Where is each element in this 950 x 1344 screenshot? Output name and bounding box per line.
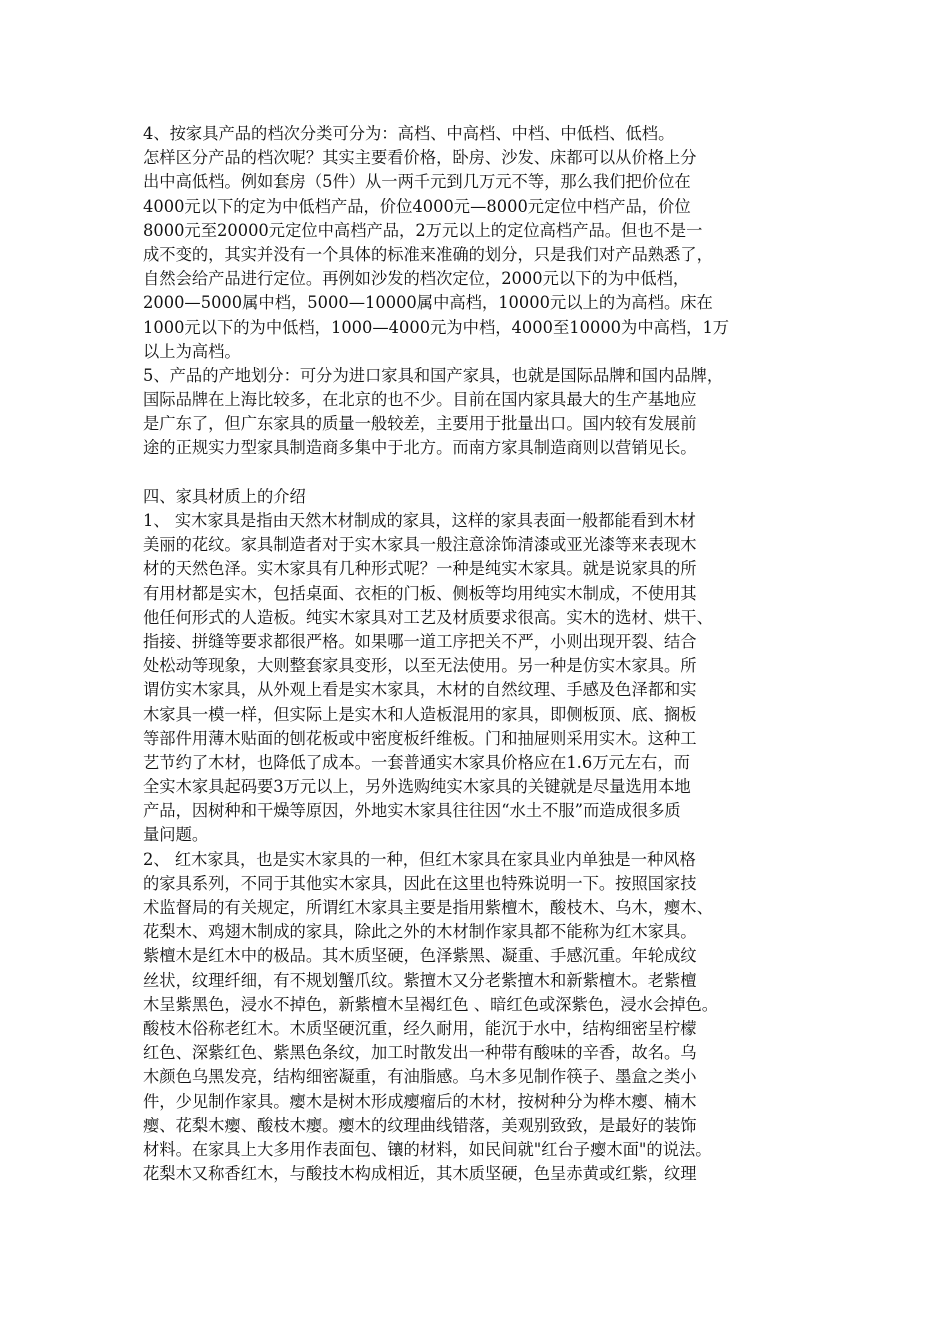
text-line: 紫檀木是红木中的极品。其木质坚硬，色泽紫黑、凝重、手感沉重。年轮成纹 [143,946,697,966]
text-line: 艺节约了木材，也降低了成本。一套普通实木家具价格应在1.6万元左右，而 [143,752,690,772]
text-line: 4000元以下的定为中低档产品，价位4000元—8000元定位中档产品，价位 [143,196,691,216]
text-line: 木颜色乌黑发亮，结构细密凝重，有油脂感。乌木多见制作筷子、墨盒之类小 [143,1067,697,1087]
text-line: 8000元至20000元定位中高档产品，2万元以上的定位高档产品。但也不是一 [143,220,703,240]
text-line: 木呈紫黑色，浸水不掉色，新紫檀木呈褐红色 、暗红色或深紫色，浸水会掉色。 [143,994,719,1014]
text-line: 以上为高档。 [143,341,241,361]
text-line: 1000元以下的为中低档，1000—4000元为中档，4000至10000为中高档，1万 [143,317,730,337]
text-line: 是广东了，但广东家具的质量一般较差，主要用于批量出口。国内较有发展前 [143,414,697,434]
text-line: 木家具一模一样，但实际上是实木和人造板混用的家具，即侧板顶、底、搁板 [143,704,697,724]
text-line: 2000—5000属中档，5000—10000属中高档，10000元以上的为高档。床在 [143,293,713,313]
text-line: 酸枝木俗称老红木。木质坚硬沉重，经久耐用，能沉于水中，结构细密呈柠檬 [143,1018,697,1038]
text-line: 他任何形式的人造板。纯实木家具对工艺及材质要求很高。实木的选材、烘干、 [143,607,713,627]
text-line: 指接、拼缝等要求都很严格。如果哪一道工序把关不严，小则出现开裂、结合 [143,631,697,651]
text-line: 材料。在家具上大多用作表面包、镶的材料，如民间就"红台子瘿木面"的说法。 [143,1139,712,1159]
text-line: 1、 实木家具是指由天然木材制成的家具，这样的家具表面一般都能看到木材 [143,511,696,530]
text-line: 产品，因树种和干燥等原因，外地实木家具往往因“水土不服”而造成很多质 [143,801,681,821]
text-line: 术监督局的有关规定，所谓红木家具主要是指用紫檀木，酸枝木、乌木，瘿木、 [143,898,713,917]
text-line: 的家具系列，不同于其他实木家具，因此在这里也特殊说明一下。按照国家技 [143,873,697,893]
text-line: 出中高低档。例如套房（5件）从一两千元到几万元不等，那么我们把价位在 [143,172,691,192]
text-line: 自然会给产品进行定位。再例如沙发的档次定位，2000元以下的为中低档， [143,269,690,289]
text-line: 等部件用薄木贴面的刨花板或中密度板纤维板。门和抽屉则采用实木。这种工 [143,728,697,748]
text-line: 处松动等现象，大则整套家具变形，以至无法使用。另一种是仿实木家具。所 [143,656,697,676]
text-line: 4、按家具产品的档次分类可分为：高档、中高档、中档、中低档、低档。 [143,124,675,143]
text-line: 成不变的，其实并没有一个具体的标准来准确的划分，只是我们对产品熟悉了， [143,244,713,264]
text-line: 件，少见制作家具。瘿木是树木形成瘿瘤后的木材，按树种分为桦木瘿、楠木 [143,1091,697,1111]
text-line: 红色、深紫红色、紫黑色条纹，加工时散发出一种带有酸味的辛香，故名。乌 [143,1043,697,1063]
text-line: 有用材都是实木，包括桌面、衣柜的门板、侧板等均用纯实木制成，不使用其 [143,583,697,603]
text-line: 美丽的花纹。家具制造者对于实木家具一般注意涂饰清漆或亚光漆等来表现木 [143,535,697,555]
text-line: 怎样区分产品的档次呢？其实主要看价格，卧房、沙发、床都可以从价格上分 [143,148,697,168]
text-line: 全实木家具起码要3万元以上，另外选购纯实木家具的关键就是尽量选用本地 [143,777,691,797]
text-line: 途的正规实力型家具制造商多集中于北方。而南方家具制造商则以营销见长。 [143,438,697,458]
text-line: 2、 红木家具，也是实木家具的一种，但红木家具在家具业内单独是一种风格 [143,849,696,869]
document-page [143,122,813,1186]
text-line: 花梨木又称香红木，与酸技木构成相近，其木质坚硬，色呈赤黄或红紫，纹理 [143,1164,697,1184]
text-line: 量问题。 [143,825,209,845]
text-line: 5、产品的产地划分：可分为进口家具和国产家具，也就是国际品牌和国内品牌， [143,365,724,385]
text-line: 四、家具材质上的介绍 [143,486,306,506]
text-line: 瘿、花梨木瘿、酸枝木瘿。瘿木的纹理曲线错落，美观别致致，是最好的装饰 [143,1115,697,1135]
text-line: 丝状，纹理纤细，有不规划蟹爪纹。紫擅木又分老紫擅木和新紫檀木。老紫檀 [143,970,697,990]
blank-line [143,461,813,485]
text-line: 国际品牌在上海比较多，在北京的也不少。目前在国内家具最大的生产基地应 [143,390,697,410]
text-line: 材的天然色泽。实木家具有几种形式呢？一种是纯实木家具。就是说家具的所 [143,559,697,579]
text-line: 谓仿实木家具，从外观上看是实木家具，木材的自然纹理、手感及色泽都和实 [143,680,697,700]
text-line: 花梨木、鸡翅木制成的家具，除此之外的木材制作家具都不能称为红木家具。 [143,922,697,942]
